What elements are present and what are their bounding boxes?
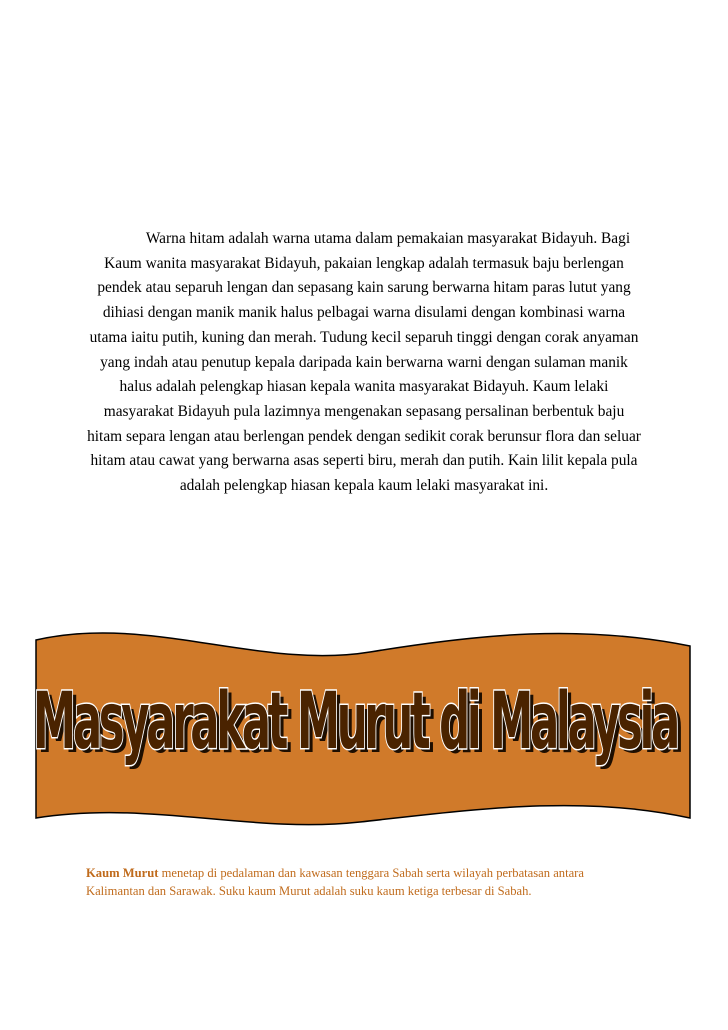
murut-intro-text: menetap di pedalaman dan kawasan tenggara Sabah serta wilayah perbatasan antara Kalimantan dan Sarawak. Suku kaum Murut adalah suku kaum ketiga terbesar di Sabah. bbox=[86, 866, 584, 898]
bidayuh-attire-paragraph: Warna hitam adalah warna utama dalam pemakaian masyarakat Bidayuh. Bagi Kaum wanita masyarakat Bidayuh, pakaian lengkap adalah termasuk baju berlengan pendek atau separuh lengan dan sepasang kain sarung berwarna hitam paras lutut yang dihiasi dengan manik manik halus pelbagai warna disulami dengan kombinasi warna utama iaitu putih, kuning dan merah. Tudung kecil separuh tinggi dengan corak anyaman yang indah atau penutup kepala daripada kain berwarna warni dengan sulaman manik halus adalah pelengkap hiasan kepala wanita masyarakat Bidayuh. Kaum lelaki masyarakat Bidayuh pula lazimnya mengenakan sepasang persalinan berbentuk baju hitam separa lengan atau berlengan pendek dengan sedikit corak berunsur flora dan seluar hitam atau cawat yang berwarna asas seperti biru, merah dan putih. Kain lilit kepala pula adalah pelengkap hiasan kepala kaum lelaki masyarakat ini. bbox=[87, 230, 641, 495]
murut-term: Kaum Murut bbox=[86, 866, 159, 880]
banner-title: Masyarakat Murut di Malaysia bbox=[33, 677, 678, 767]
section-banner bbox=[0, 622, 728, 832]
banner-title-shadow: Masyarakat Murut di Malaysia bbox=[37, 681, 682, 771]
murut-intro-paragraph bbox=[86, 865, 642, 900]
banner-wave-graphic bbox=[0, 622, 728, 832]
